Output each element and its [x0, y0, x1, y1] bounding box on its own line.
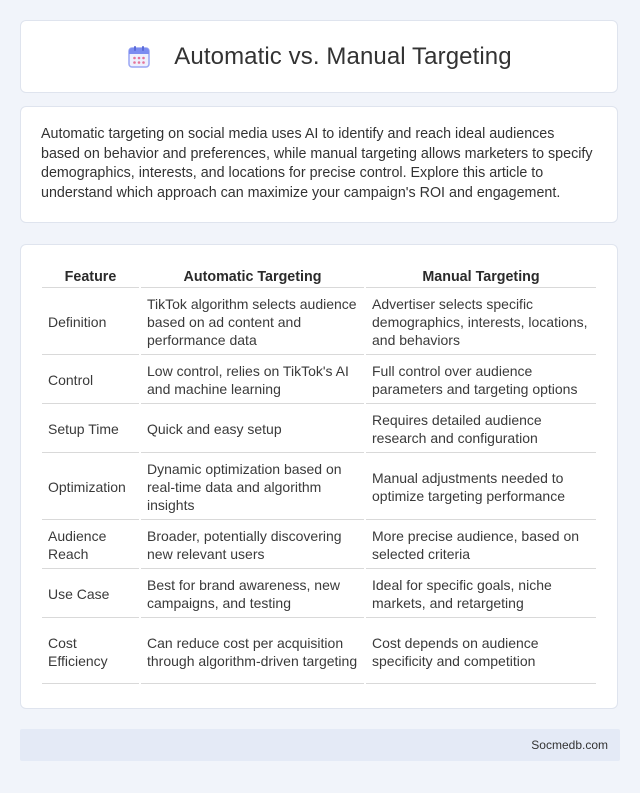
- feature-cell: Use Case: [42, 571, 139, 618]
- footer-bar: [20, 729, 620, 761]
- manual-cell: Cost depends on audience specificity and competition: [366, 620, 596, 684]
- table-row: [42, 571, 596, 618]
- feature-cell: Definition: [42, 290, 139, 355]
- automatic-cell: Can reduce cost per acquisition through algorithm-driven targeting: [141, 620, 364, 684]
- column-header-manual: Manual Targeting: [366, 265, 596, 288]
- table-header-row: [42, 265, 596, 288]
- footer-site-link[interactable]: Socmedb.com: [531, 738, 608, 752]
- intro-card: [20, 106, 618, 223]
- automatic-cell: Best for brand awareness, new campaigns, and testing: [141, 571, 364, 618]
- feature-cell: Cost Efficiency: [42, 620, 139, 684]
- column-header-feature: Feature: [42, 265, 139, 288]
- manual-cell: Advertiser selects specific demographics, interests, locations, and behaviors: [366, 290, 596, 355]
- comparison-table-card: [20, 244, 618, 709]
- manual-cell: Manual adjustments needed to optimize targeting performance: [366, 455, 596, 520]
- table-row: [42, 290, 596, 355]
- intro-paragraph: Automatic targeting on social media uses AI to identify and reach ideal audiences based on behavior and preferences, while manual targeting allows marketers to specify demographics, interests, and locations for precise control. Explore this article to understand which approach can maximize your campaign's ROI and engagement.: [41, 126, 593, 201]
- table-row: [42, 406, 596, 453]
- automatic-cell: Quick and easy setup: [141, 406, 364, 453]
- column-header-automatic: Automatic Targeting: [141, 265, 364, 288]
- manual-cell: Full control over audience parameters and targeting options: [366, 357, 596, 404]
- feature-cell: Audience Reach: [42, 522, 139, 569]
- comparison-table: [40, 263, 598, 686]
- table-row: [42, 357, 596, 404]
- title-card: [20, 20, 618, 93]
- manual-cell: Requires detailed audience research and configuration: [366, 406, 596, 453]
- feature-cell: Optimization: [42, 455, 139, 520]
- calendar-icon: [126, 44, 152, 70]
- automatic-cell: Broader, potentially discovering new relevant users: [141, 522, 364, 569]
- feature-cell: Setup Time: [42, 406, 139, 453]
- manual-cell: More precise audience, based on selected criteria: [366, 522, 596, 569]
- feature-cell: Control: [42, 357, 139, 404]
- table-row: [42, 522, 596, 569]
- automatic-cell: TikTok algorithm selects audience based on ad content and performance data: [141, 290, 364, 355]
- table-row: [42, 455, 596, 520]
- table-row: [42, 620, 596, 684]
- page-title: Automatic vs. Manual Targeting: [174, 42, 512, 70]
- automatic-cell: Dynamic optimization based on real-time data and algorithm insights: [141, 455, 364, 520]
- manual-cell: Ideal for specific goals, niche markets, and retargeting: [366, 571, 596, 618]
- automatic-cell: Low control, relies on TikTok's AI and machine learning: [141, 357, 364, 404]
